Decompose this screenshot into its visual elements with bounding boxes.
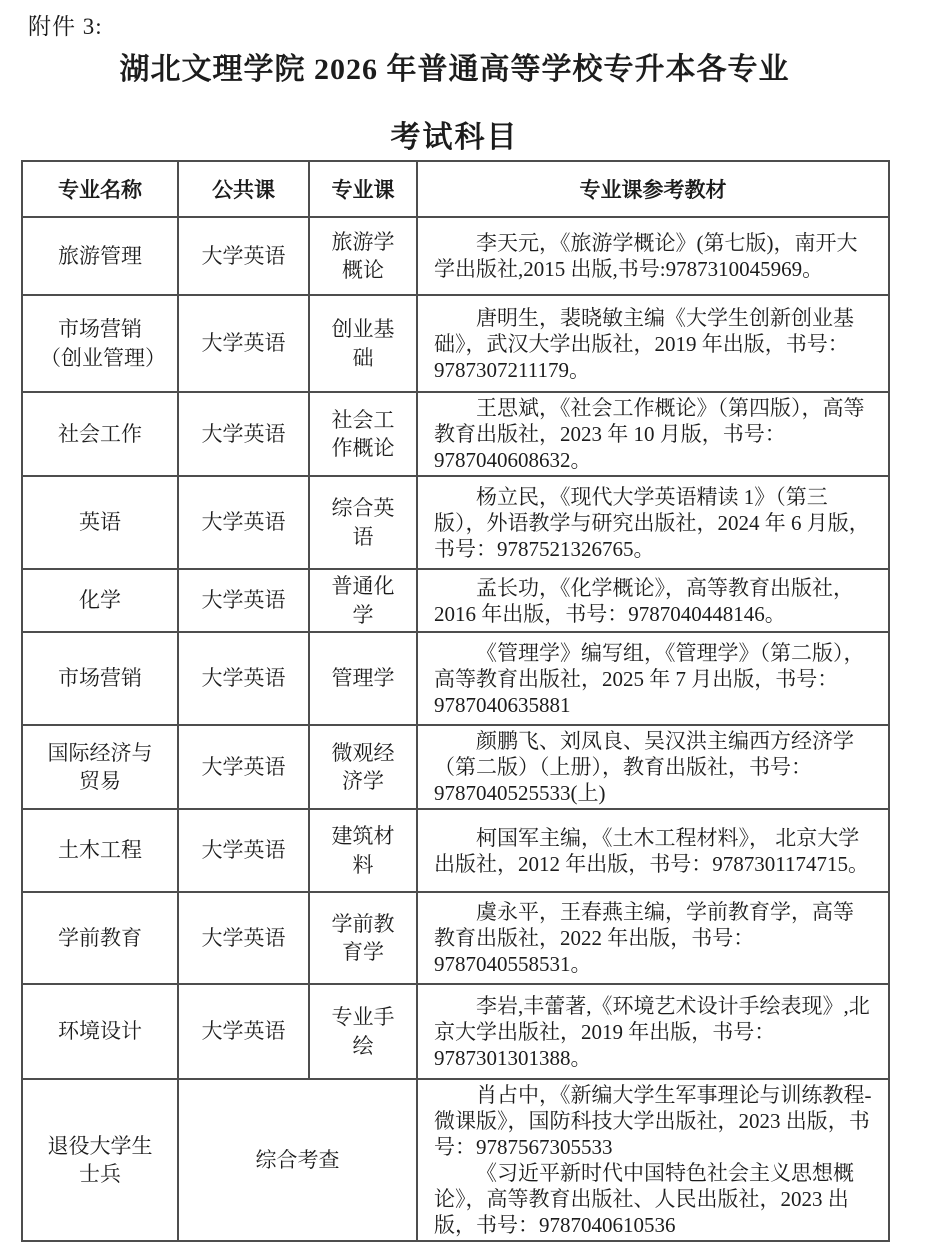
major-course-cell: 管理学: [309, 632, 417, 725]
document-title-line1: 湖北文理学院 2026 年普通高等学校专升本各专业: [119, 53, 790, 86]
table-row: [22, 725, 889, 809]
reference-cell: [417, 632, 889, 725]
major-course-cell: 建筑材料: [309, 809, 417, 892]
reference-cell: [417, 1079, 889, 1241]
header-public-course: 公共课: [178, 161, 309, 217]
major-cell: 国际经济与贸易: [22, 725, 178, 809]
header-major: 专业名称: [22, 161, 178, 217]
public-course-cell: 大学英语: [178, 892, 309, 984]
reference-text: 李岩,丰蕾著,《环境艺术设计手绘表现》,北京大学出版社，2019 年出版，书号：9787301301388。: [434, 993, 870, 1070]
reference-text: 颜鹏飞、刘凤良、吴汉洪主编西方经济学（第二版）（上册），教育出版社，书号：9787040525533(上): [434, 729, 854, 805]
reference-cell: [417, 392, 889, 476]
major-course-cell: 学前教育学: [309, 892, 417, 984]
reference-cell: [417, 217, 889, 295]
major-cell: 环境设计: [22, 984, 178, 1079]
reference-cell: [417, 295, 889, 392]
header-major-course: 专业课: [309, 161, 417, 217]
reference-text: 孟长功，《化学概论》，高等教育出版社，2016 年出版，书号：9787040448146。: [434, 575, 854, 626]
reference-cell: [417, 725, 889, 809]
major-cell: 学前教育: [22, 892, 178, 984]
reference-text: 杨立民，《现代大学英语精读 1》（第三版），外语教学与研究出版社，2024 年 6 月版，书号：9787521326765。: [434, 484, 870, 561]
header-reference: 专业课参考教材: [417, 161, 889, 217]
public-course-cell: 大学英语: [178, 725, 309, 809]
reference-cell: [417, 892, 889, 984]
major-cell: 化学: [22, 569, 178, 632]
table-row: [22, 809, 889, 892]
major-cell: 旅游管理: [22, 217, 178, 295]
public-course-cell: 大学英语: [178, 632, 309, 725]
document-title-line2: 考试科目: [390, 121, 519, 154]
major-course-cell: 旅游学概论: [309, 217, 417, 295]
table-row: [22, 1079, 889, 1241]
major-course-cell: 微观经济学: [309, 725, 417, 809]
reference-text: 《管理学》编写组，《管理学》（第二版），高等教育出版社，2025 年 7 月出版，书号：9787040635881: [434, 640, 865, 717]
major-cell: 土木工程: [22, 809, 178, 892]
major-cell: 市场营销: [22, 632, 178, 725]
table-row: [22, 392, 889, 476]
table-row: [22, 476, 889, 569]
table-row: [22, 892, 889, 984]
public-course-cell: 大学英语: [178, 809, 309, 892]
major-course-cell: 创业基础: [309, 295, 417, 392]
reference-text: 虞永平，王春燕主编，学前教育学，高等教育出版社，2022 年出版，书号：9787040558531。: [434, 900, 854, 976]
table-header-row: [22, 161, 889, 217]
reference-text: 王思斌，《社会工作概论》（第四版），高等教育出版社，2023 年 10 月版，书号：9787040608632。: [434, 396, 865, 472]
reference-text: 柯国军主编，《土木工程材料》， 北京大学出版社，2012 年出版，书号：9787301174715。: [434, 825, 869, 876]
major-course-cell: 普通化学: [309, 569, 417, 632]
public-course-cell: 大学英语: [178, 217, 309, 295]
table-row: [22, 295, 889, 392]
reference-text: 《习近平新时代中国特色社会主义思想概论》，高等教育出版社、人民出版社，2023 出版，书号：9787040610536: [434, 1161, 854, 1237]
public-course-cell: 大学英语: [178, 569, 309, 632]
table-row: [22, 984, 889, 1079]
major-course-cell: 综合英语: [309, 476, 417, 569]
exam-subjects-table: [21, 160, 890, 1242]
major-cell: 退役大学生士兵: [22, 1079, 178, 1241]
reference-text: 肖占中，《新编大学生军事理论与训练教程-微课版》，国防科技大学出版社，2023 出版，书号：9787567305533: [434, 1083, 872, 1159]
public-course-cell: 大学英语: [178, 984, 309, 1079]
reference-text: 唐明生，裴晓敏主编《大学生创新创业基础》，武汉大学出版社，2019 年出版，书号：9787307211179。: [434, 305, 854, 382]
public-course-cell: 大学英语: [178, 295, 309, 392]
reference-cell: [417, 809, 889, 892]
major-cell: 社会工作: [22, 392, 178, 476]
public-course-cell: 大学英语: [178, 476, 309, 569]
attachment-label: 附件 3:: [28, 14, 103, 39]
reference-cell: [417, 476, 889, 569]
major-cell: 市场营销（创业管理）: [22, 295, 178, 392]
major-course-cell: 社会工作概论: [309, 392, 417, 476]
reference-cell: [417, 984, 889, 1079]
table-row: [22, 569, 889, 632]
major-course-cell: 专业手绘: [309, 984, 417, 1079]
major-cell: 英语: [22, 476, 178, 569]
reference-text: 李天元，《旅游学概论》(第七版)，南开大学出版社,2015 出版,书号:9787310045969。: [434, 231, 858, 281]
table-row: [22, 217, 889, 295]
table-row: [22, 632, 889, 725]
combined-course-cell: 综合考查: [178, 1079, 417, 1241]
public-course-cell: 大学英语: [178, 392, 309, 476]
reference-cell: [417, 569, 889, 632]
